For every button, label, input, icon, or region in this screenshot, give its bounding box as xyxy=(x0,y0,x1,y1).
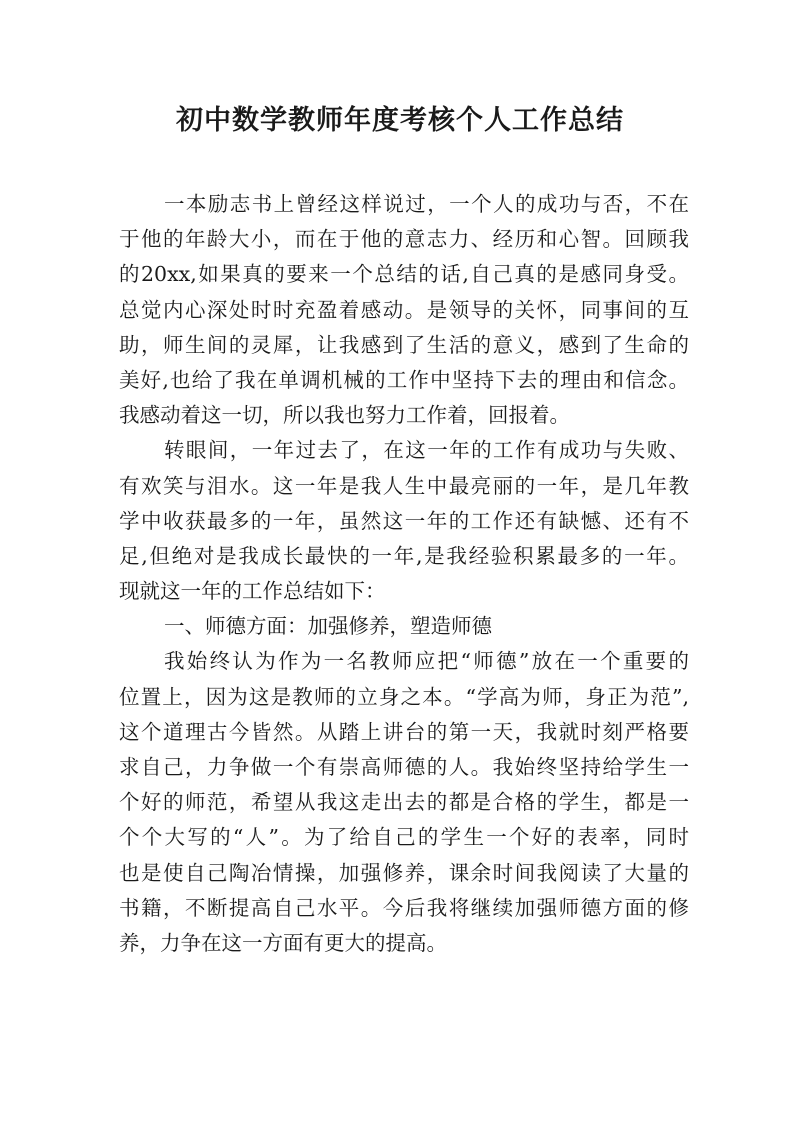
text-line: 书籍，不断提高自己水平。今后我将继续加强师德方面的修 xyxy=(119,895,689,920)
text-line: 于他的年龄大小，而在于他的意志力、经历和心智。回顾我 xyxy=(119,227,689,252)
text-line: 总觉内心深处时时充盈着感动。是领导的关怀，同事间的互 xyxy=(119,297,689,322)
text-line: 求自己，力争做一个有崇高师德的人。我始终坚持给学生一 xyxy=(119,755,689,779)
text-line: 我感动着这一切，所以我也努力工作着，回报着。 xyxy=(119,403,570,428)
text-line: 有欢笑与泪水。这一年是我人生中最亮丽的一年，是几年教 xyxy=(119,473,689,498)
text-line: 养，力争在这一方面有更大的提高。 xyxy=(119,930,447,955)
text-line: 学中收获最多的一年，虽然这一年的工作还有缺憾、还有不 xyxy=(119,508,689,533)
text-line: 一、师德方面：加强修养，塑造师德 xyxy=(164,614,492,639)
text-line: 个个大写的“人”。为了给自己的学生一个好的表率，同时 xyxy=(119,825,689,850)
text-line: 转眼间，一年过去了，在这一年的工作有成功与失败、 xyxy=(164,438,689,463)
text-line: 一本励志书上曾经这样说过，一个人的成功与否，不在 xyxy=(164,192,689,216)
text-line: 足,但绝对是我成长最快的一年,是我经验积累最多的一年。 xyxy=(119,543,689,568)
document-title: 初中数学教师年度考核个人工作总结 xyxy=(176,105,624,136)
text-line: 的20xx,如果真的要来一个总结的话,自己真的是感同身受。 xyxy=(119,262,689,287)
text-line: 这个道理古今皆然。从踏上讲台的第一天，我就时刻严格要 xyxy=(119,719,689,744)
text-line: 也是使自己陶冶情操，加强修养，课余时间我阅读了大量的 xyxy=(119,860,689,885)
text-line: 我始终认为作为一名教师应把“师德”放在一个重要的 xyxy=(164,649,689,674)
document-body xyxy=(119,187,689,961)
text-line: 助，师生间的灵犀，让我感到了生活的意义，感到了生命的 xyxy=(119,332,689,357)
text-line: 个好的师范，希望从我这走出去的都是合格的学生，都是一 xyxy=(119,790,689,815)
text-line: 现就这一年的工作总结如下： xyxy=(119,579,386,604)
text-line: 美好,也给了我在单调机械的工作中坚持下去的理由和信念。 xyxy=(119,367,689,392)
text-line: 位置上，因为这是教师的立身之本。“学高为师，身正为范”, xyxy=(119,684,689,709)
